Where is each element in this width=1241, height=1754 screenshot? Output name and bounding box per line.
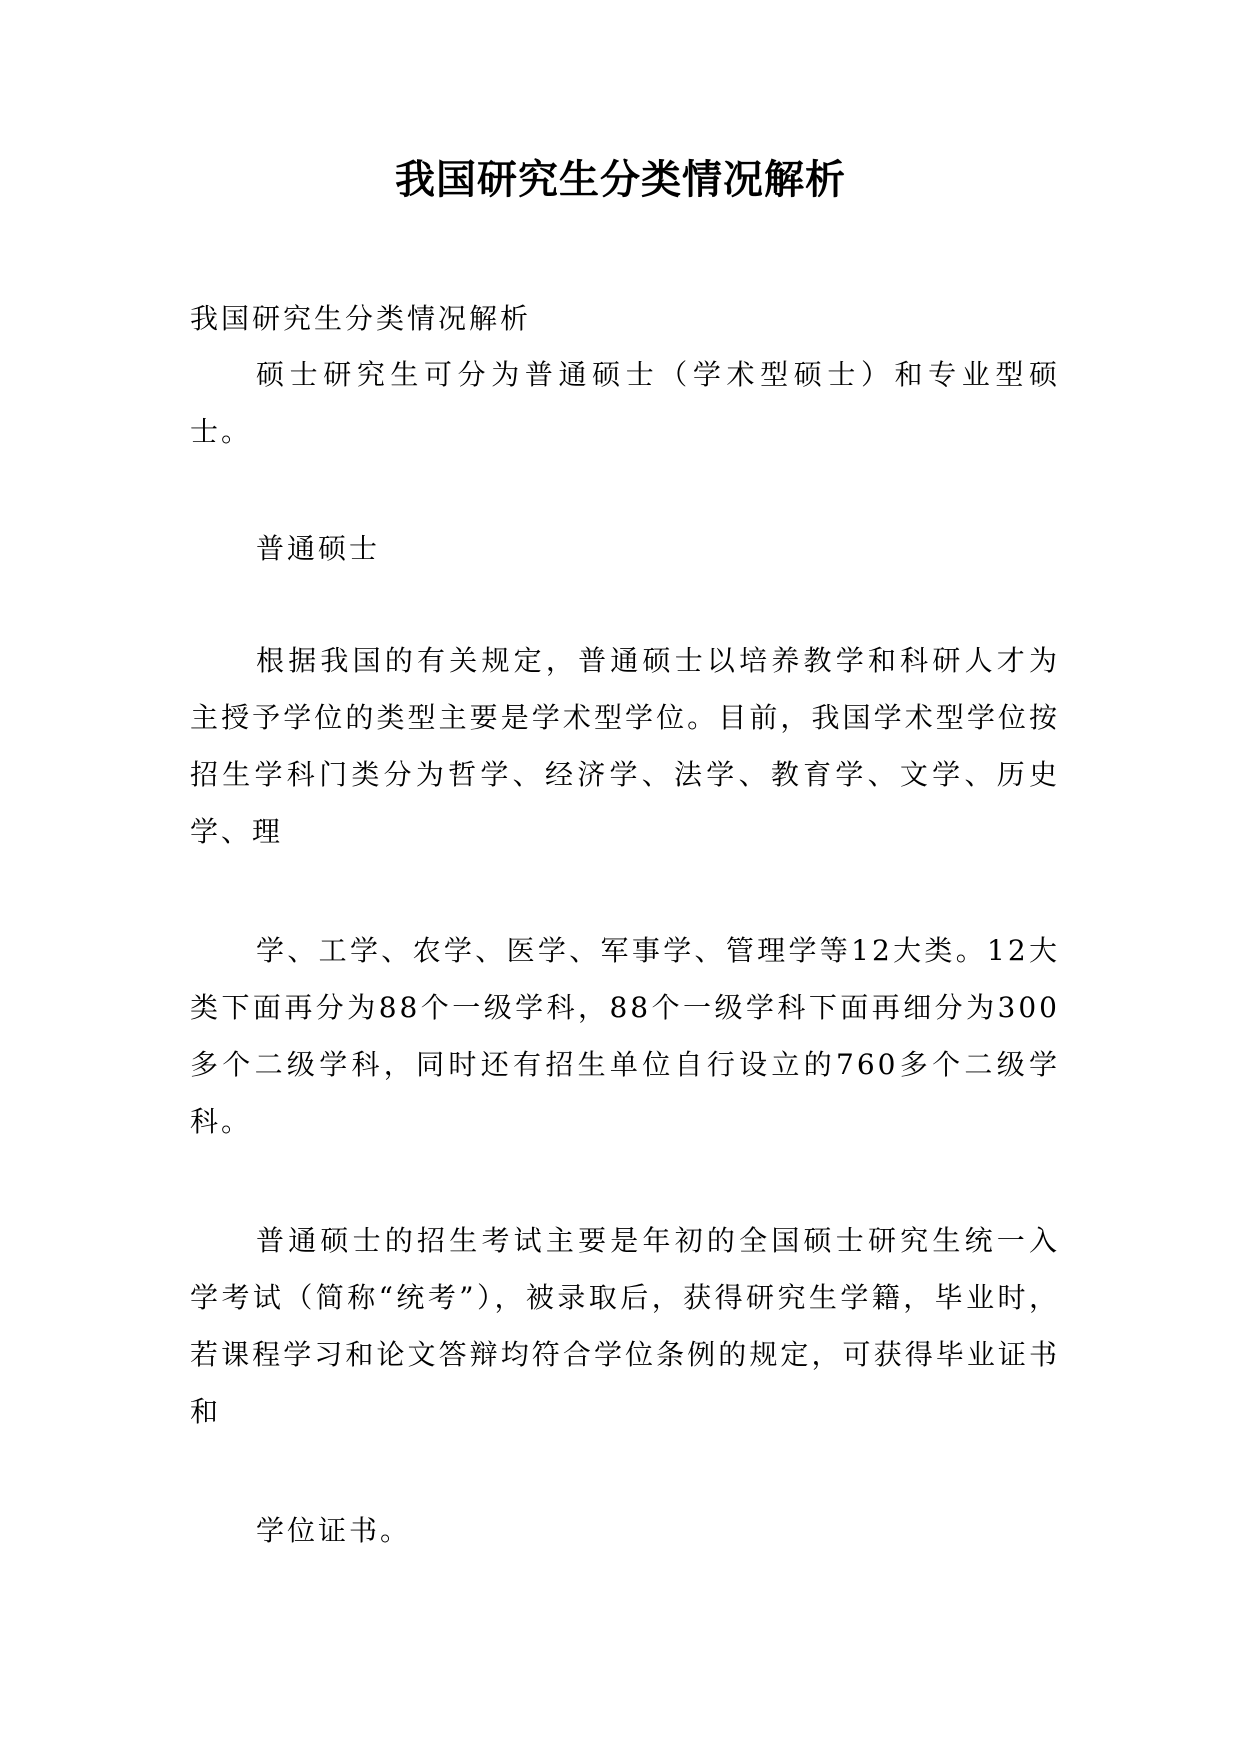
intro-paragraph: 硕士研究生可分为普通硕士（学术型硕士）和专业型硕士。 (190, 358, 1060, 448)
body-paragraph: 学位证书。 (256, 1514, 412, 1547)
document-subtitle: 我国研究生分类情况解析 (190, 302, 532, 335)
body-paragraph: 普通硕士的招生考试主要是年初的全国硕士研究生统一入学考试（简称“统考”），被录取后，获得研究生学籍，毕业时，若课程学习和论文答辩均符合学位条例的规定，可获得毕业证书和 (190, 1224, 1060, 1428)
document-title: 我国研究生分类情况解析 (395, 156, 846, 203)
body-paragraph: 根据我国的有关规定，普通硕士以培养教学和科研人才为主授予学位的类型主要是学术型学位。目前，我国学术型学位按招生学科门类分为哲学、经济学、法学、教育学、文学、历史学、理 (190, 644, 1060, 848)
section-heading: 普通硕士 (256, 532, 381, 565)
body-paragraph: 学、工学、农学、医学、军事学、管理学等12大类。12大类下面再分为88个一级学科，88个一级学科下面再细分为300多个二级学科，同时还有招生单位自行设立的760多个二级学科。 (190, 934, 1060, 1138)
